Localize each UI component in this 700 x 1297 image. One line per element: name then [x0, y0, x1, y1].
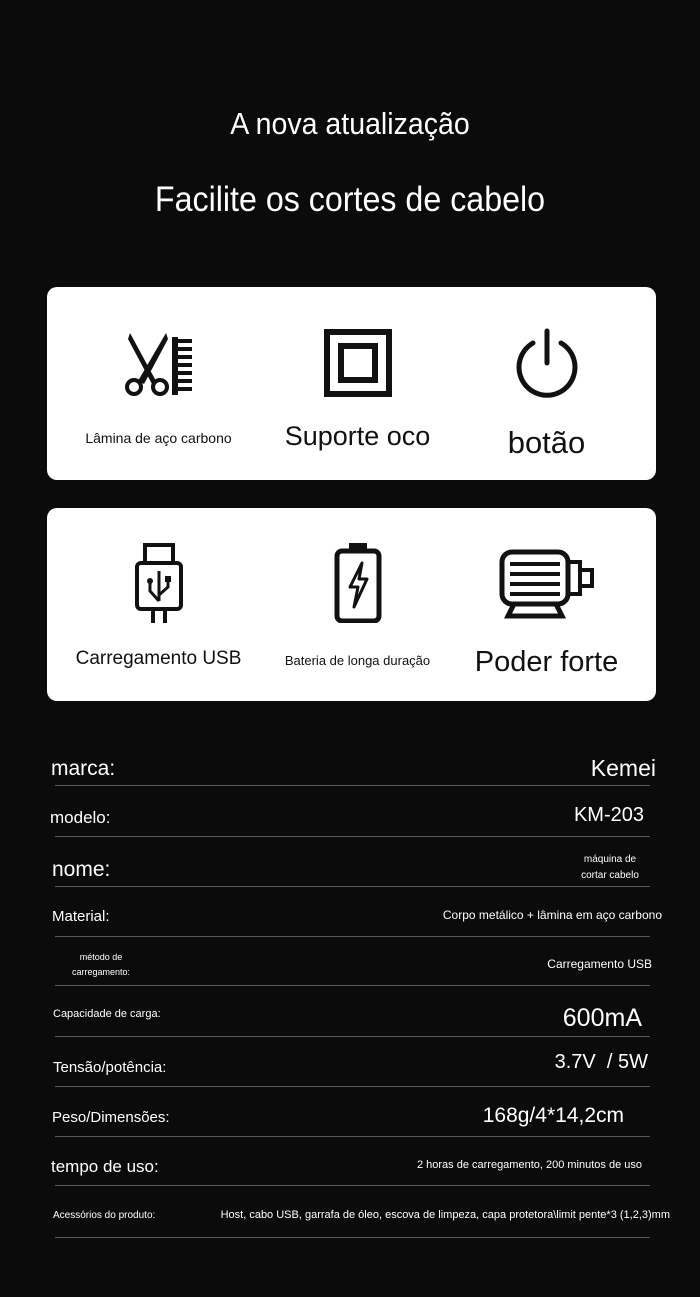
spec-key: método de carregamento: [71, 952, 131, 977]
feature-usb-charging [57, 508, 260, 701]
spec-row-weight [47, 1087, 662, 1137]
feature-label: Poder forte [474, 646, 619, 678]
feature-long-battery [256, 508, 459, 701]
feature-label: botão [507, 425, 586, 460]
spec-value: 168g/4*14,2cm [482, 1104, 624, 1127]
double-square-icon [324, 329, 392, 397]
spec-value: Corpo metálico + lâmina em aço carbono [442, 908, 662, 922]
spec-key: Material: [52, 908, 110, 925]
spec-value: 600mA [562, 1004, 642, 1032]
spec-key: tempo de uso: [51, 1157, 159, 1176]
spec-key: Peso/Dimensões: [52, 1109, 170, 1126]
page-title: A nova atualização [230, 106, 470, 141]
feature-label: Carregamento USB [75, 648, 242, 669]
feature-label: Suporte oco [284, 421, 431, 451]
power-icon [511, 327, 583, 399]
spec-key: Tensão/potência: [53, 1059, 167, 1076]
spec-key: Acessórios do produto: [53, 1210, 156, 1221]
spec-value: máquina de cortar cabelo [581, 854, 639, 881]
spec-row-capacity [47, 986, 662, 1037]
spec-value: Host, cabo USB, garrafa de óleo, escova de limpeza, capa protetora\limit pente*3 (1,2,3)mm [220, 1209, 670, 1221]
spec-key: nome: [52, 858, 111, 881]
usb-plug-icon [134, 543, 184, 625]
spec-row-accessories [47, 1187, 670, 1237]
feature-hollow-support [256, 287, 459, 480]
spec-key: marca: [51, 757, 116, 780]
features-card-1 [47, 287, 656, 480]
spec-row-voltage [47, 1037, 662, 1087]
features-card-2 [47, 508, 656, 701]
feature-label: Lâmina de aço carbono [85, 430, 232, 446]
page-subtitle: Facilite os cortes de cabelo [154, 180, 546, 219]
feature-strong-power [445, 508, 648, 701]
feature-carbon-blade [57, 287, 260, 480]
feature-label: Bateria de longa duração [284, 653, 431, 668]
spec-key: modelo: [50, 808, 111, 827]
motor-icon [498, 548, 596, 620]
spec-value: Carregamento USB [547, 957, 652, 971]
battery-bolt-icon [334, 541, 382, 623]
spec-row-model [47, 786, 662, 836]
spec-value: 3.7V / 5W [554, 1051, 648, 1073]
spec-value: KM-203 [573, 804, 644, 826]
spec-key: Capacidade de carga: [53, 1008, 161, 1020]
spec-row-charging [47, 936, 662, 986]
spec-value: Kemei [590, 755, 656, 781]
spec-row-usage-time [47, 1137, 662, 1187]
spec-value: 2 horas de carregamento, 200 minutos de uso [416, 1159, 642, 1171]
feature-button [445, 287, 648, 480]
scissors-comb-icon [124, 329, 194, 399]
spec-row-material [47, 886, 662, 936]
spec-row-name [47, 836, 662, 886]
spec-row-brand [47, 740, 662, 786]
